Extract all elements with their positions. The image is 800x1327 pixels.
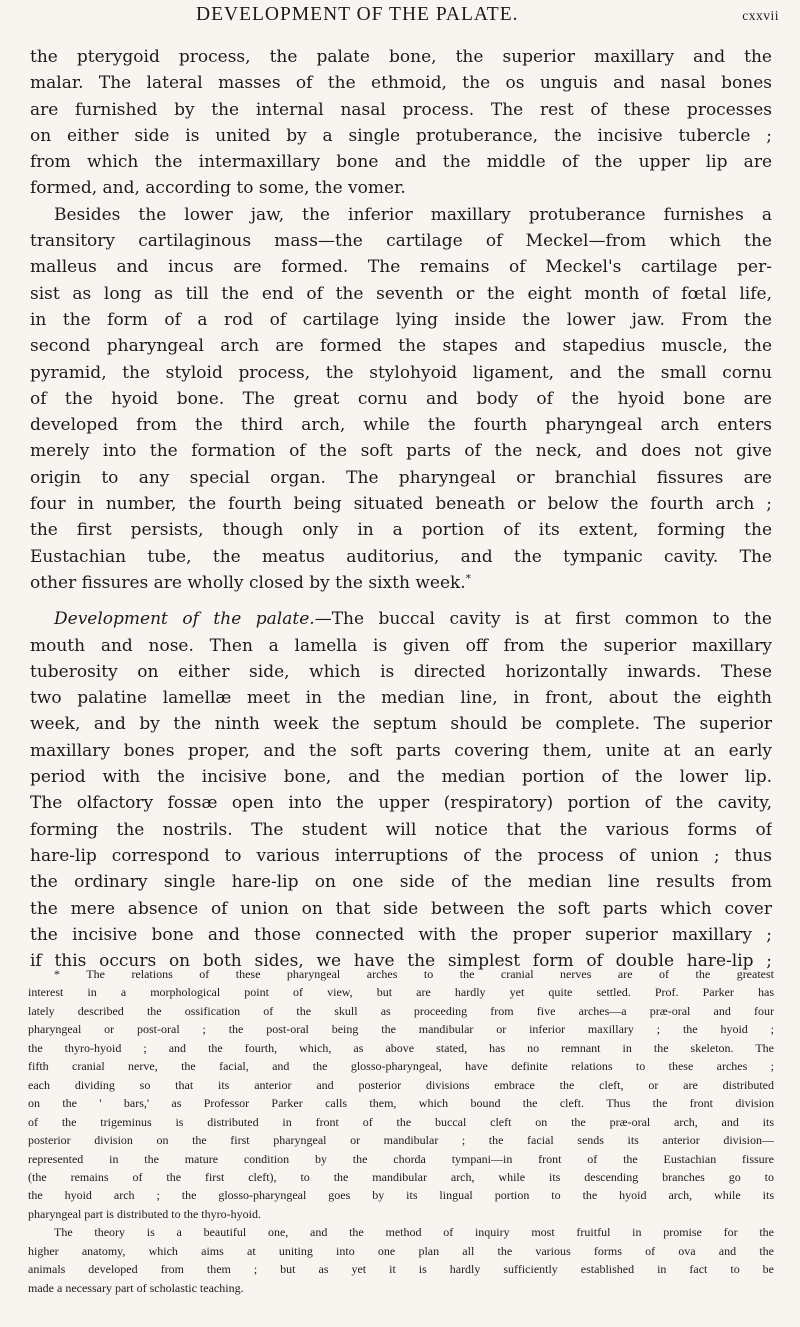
footnote-marker: * [465, 573, 471, 585]
text-line: the first persists, though only in a portion of its extent, forming the [30, 520, 772, 541]
footnote-line: (the remains of the first cleft), to the mandibular arch, while its descending branches go to [28, 1169, 774, 1184]
text-line: two palatine lamellæ meet in the median line, in front, about the eighth [30, 688, 772, 709]
text-line: four in number, the fourth being situated beneath or below the fourth arch ; [30, 494, 772, 515]
text-line: mouth and nose. Then a lamella is given off from the superior maxillary [30, 635, 772, 656]
text-line: if this occurs on both sides, we have the simplest form of double hare-lip ; [30, 951, 772, 972]
footnote-line: fifth cranial nerve, the facial, and the glosso-pharyngeal, have definite relations to these arches ; [28, 1059, 774, 1074]
text-line: in the form of a rod of cartilage lying inside the lower jaw. From the [30, 309, 772, 330]
footnote-line: the hyoid arch ; the glosso-pharyngeal goes by its lingual portion to the hyoid arch, while its [28, 1188, 774, 1203]
footnote-line: represented in the mature condition by the chorda tympani—in front of the Eustachian fissure [28, 1151, 774, 1166]
text-line: pyramid, the styloid process, the stylohyoid ligament, and the small cornu [30, 362, 772, 383]
text-line: from which the intermaxillary bone and the middle of the upper lip are [30, 152, 772, 173]
paragraph-spacer [30, 596, 772, 606]
footnote-line: interest in a morphological point of view, but are hardly yet quite settled. Prof. Parker has [28, 985, 774, 1000]
footnotes [28, 965, 774, 1297]
footnote-line: posterior division on the first pharyngeal or mandibular ; the facial sends its anterior division— [28, 1133, 774, 1148]
text-line: hare-lip correspond to various interruptions of the process of union ; thus [30, 845, 772, 866]
text-line: forming the nostrils. The student will notice that the various forms of [30, 819, 772, 840]
footnote-line: made a necessary part of scholastic teaching. [28, 1280, 244, 1295]
footnote-line: higher anatomy, which aims at uniting into one plan all the various forms of ova and the [28, 1243, 774, 1258]
text-line: maxillary bones proper, and the soft parts covering them, unite at an early [30, 740, 772, 761]
text-line: period with the incisive bone, and the median portion of the lower lip. [30, 767, 772, 788]
text-line: developed from the third arch, while the fourth pharyngeal arch enters [30, 415, 772, 436]
running-head [0, 4, 800, 34]
footnote-line: * The relations of these pharyngeal arches to the cranial nerves are of the greatest [54, 967, 774, 981]
footnote-line: each dividing so that its anterior and posterior divisions embrace the cleft, or are distributed [28, 1077, 774, 1092]
text-line: the incisive bone and those connected with the proper superior maxillary ; [30, 924, 772, 945]
text-line: Eustachian tube, the meatus auditorius, and the tympanic cavity. The [30, 546, 772, 567]
text-line [30, 606, 772, 632]
text-line-content: —The buccal cavity is at first common to the [314, 609, 772, 630]
footnote-line: pharyngeal part is distributed to the thyro-hyoid. [28, 1206, 261, 1221]
footnote-line: of the trigeminus is distributed in front of the buccal cleft on the præ-oral arch, and its [28, 1114, 774, 1129]
text-line [30, 570, 772, 596]
text-line: Besides the lower jaw, the inferior maxillary protuberance furnishes a [54, 204, 772, 225]
text-line: second pharyngeal arch are formed the stapes and stapedius muscle, the [30, 336, 772, 357]
text-line: The olfactory fossæ open into the upper (respiratory) portion of the cavity, [30, 793, 772, 814]
footnote-line: lately described the ossification of the skull as proceeding from five arches—a præ-oral and four [28, 1003, 774, 1018]
footnote-line: on the ' bars,' as Professor Parker calls them, which bound the cleft. Thus the front division [28, 1096, 774, 1111]
text-line: origin to any special organ. The pharyngeal or branchial fissures are [30, 467, 772, 488]
text-line: the ordinary single hare-lip on one side of the median line results from [30, 872, 772, 893]
footnote-line: pharyngeal or post-oral ; the post-oral being the mandibular or inferior maxillary ; the hyoid ; [28, 1022, 774, 1037]
text-line: transitory cartilaginous mass—the cartilage of Meckel—from which the [30, 231, 772, 252]
body-text [30, 44, 772, 974]
footnote-line: animals developed from them ; but as yet it is hardly sufficiently established in fact to be [28, 1262, 774, 1277]
text-line: on either side is united by a single protuberance, the incisive tubercle ; [30, 125, 772, 146]
text-line: sist as long as till the end of the seventh or the eight month of fœtal life, [30, 283, 772, 304]
page-number: cxxvii [742, 8, 779, 23]
text-line: of the hyoid bone. The great cornu and body of the hyoid bone are [30, 388, 772, 409]
footnote-line: The theory is a beautiful one, and the method of inquiry most fruitful in promise for the [54, 1225, 774, 1240]
footnote-line: the thyro-hyoid ; and the fourth, which, as above stated, has no remnant in the skeleton. The [28, 1040, 774, 1055]
section-heading: Development of the palate. [54, 609, 315, 630]
text-line: are furnished by the internal nasal process. The rest of these processes [30, 99, 772, 120]
text-line: formed, and, according to some, the vomer. [30, 178, 406, 199]
text-line: tuberosity on either side, which is directed horizontally inwards. These [30, 661, 772, 682]
text-line: malleus and incus are formed. The remains of Meckel's cartilage per- [30, 257, 772, 278]
text-line: malar. The lateral masses of the ethmoid, the os unguis and nasal bones [30, 73, 772, 94]
text-line: week, and by the ninth week the septum should be complete. The superior [30, 714, 772, 735]
text-line: merely into the formation of the soft parts of the neck, and does not give [30, 441, 772, 462]
text-line: the pterygoid process, the palate bone, the superior maxillary and the [30, 47, 772, 67]
text-line: the mere absence of union on that side between the soft parts which cover [30, 898, 772, 919]
text-line-content: other fissures are wholly closed by the sixth week. [30, 572, 466, 593]
running-title: DEVELOPMENT OF THE PALATE. [196, 4, 519, 25]
